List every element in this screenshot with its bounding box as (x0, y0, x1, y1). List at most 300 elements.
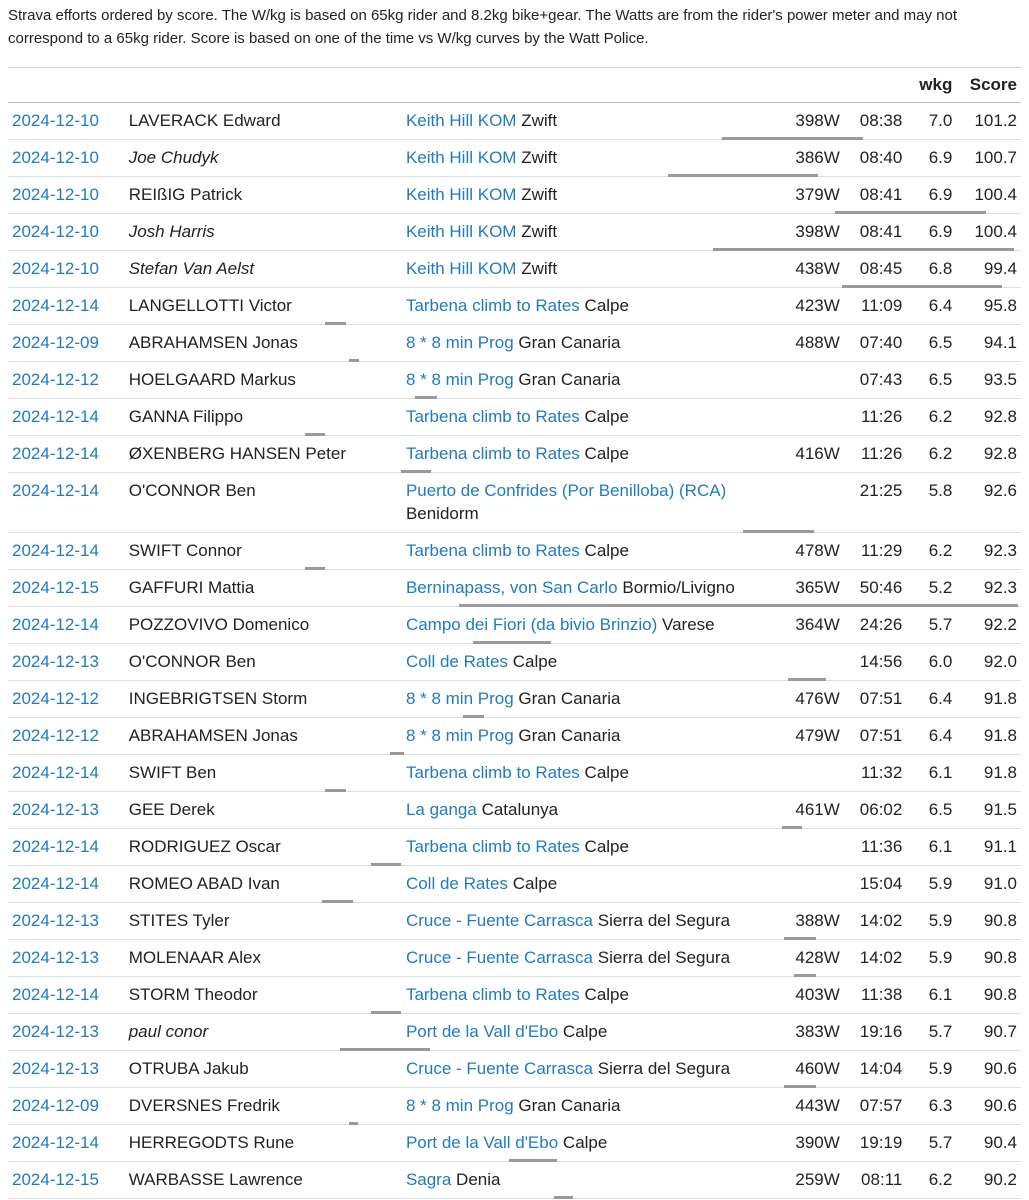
watts-value (769, 473, 844, 533)
score-value: 91.8 (983, 726, 1017, 745)
segment-location: Gran Canaria (518, 689, 621, 708)
segment-location: Calpe (512, 652, 558, 671)
effort-trace-line (305, 567, 325, 570)
wkg-value: 6.5 (928, 333, 953, 352)
segment-cell (402, 177, 769, 214)
effort-trace-line (668, 174, 818, 177)
time-value: 08:11 (861, 1170, 903, 1189)
segment-cell (402, 718, 769, 755)
table-row (8, 399, 1021, 436)
activity-date-link[interactable]: 2024-12-15 (12, 1170, 99, 1189)
effort-trace-line (782, 826, 802, 829)
segment-cell (402, 1088, 769, 1125)
segment-link[interactable]: 8 * 8 min Prog (405, 726, 514, 745)
segment-link[interactable]: 8 * 8 min Prog (405, 689, 514, 708)
segment-location: Varese (662, 615, 715, 634)
effort-trace-line (390, 752, 404, 755)
rider-name: O'CONNOR Ben (128, 481, 256, 500)
table-row (8, 718, 1021, 755)
activity-date-link[interactable]: 2024-12-10 (12, 111, 99, 130)
time-value: 08:41 (859, 185, 903, 204)
effort-trace-line (371, 863, 401, 866)
date-cell (8, 214, 125, 251)
segment-cell (402, 903, 769, 940)
segment-cell (402, 755, 769, 792)
time-value: 08:41 (859, 222, 903, 241)
segment-location: Calpe (584, 837, 629, 856)
activity-date-link[interactable]: 2024-12-13 (12, 1059, 99, 1078)
segment-location: Calpe (584, 541, 629, 560)
date-cell (8, 718, 125, 755)
score-value: 92.6 (983, 481, 1017, 500)
activity-date-link[interactable]: 2024-12-10 (12, 185, 99, 204)
rider-name: INGEBRIGTSEN Storm (128, 689, 308, 708)
rider-name: WARBASSE Lawrence (128, 1170, 303, 1189)
segment-location: Calpe (562, 1133, 608, 1152)
segment-link[interactable]: Tarbena climb to Rates (405, 985, 580, 1004)
effort-trace-line (459, 604, 1018, 607)
time-value: 07:51 (859, 689, 903, 708)
activity-date-link[interactable]: 2024-12-13 (12, 1022, 99, 1041)
segment-cell (402, 140, 769, 177)
table-row (8, 570, 1021, 607)
segment-link[interactable]: La ganga (405, 800, 477, 819)
rider-name: LAVERACK Edward (128, 111, 281, 130)
watts-value: 476W (795, 689, 840, 708)
watts-value: 461W (795, 800, 840, 819)
activity-date-link[interactable]: 2024-12-14 (12, 615, 99, 634)
segment-cell (402, 251, 769, 288)
segment-location: Calpe (584, 763, 629, 782)
segment-location: Bormio/Livigno (622, 578, 735, 597)
time-value: 19:19 (859, 1133, 903, 1152)
watts-value: 416W (795, 444, 840, 463)
activity-date-link[interactable]: 2024-12-14 (12, 296, 99, 315)
effort-trace-line (788, 678, 826, 681)
watts-value: 364W (795, 615, 840, 634)
wkg-value: 6.9 (928, 222, 953, 241)
table-row (8, 1162, 1021, 1199)
segment-cell (402, 473, 769, 533)
activity-date-link[interactable]: 2024-12-14 (12, 1133, 99, 1152)
wkg-value: 6.5 (928, 370, 953, 389)
time-value: 08:45 (859, 259, 903, 278)
segment-cell (402, 1162, 769, 1199)
segment-location: Gran Canaria (518, 333, 621, 352)
table-row (8, 177, 1021, 214)
table-header (8, 68, 1021, 103)
table-row (8, 940, 1021, 977)
segment-link[interactable]: Port de la Vall d'Ebo (405, 1133, 559, 1152)
date-cell (8, 325, 125, 362)
date-cell (8, 533, 125, 570)
activity-date-link[interactable]: 2024-12-10 (12, 259, 99, 278)
effort-trace-line (349, 359, 359, 362)
wkg-value: 6.2 (928, 1170, 953, 1189)
score-value: 92.0 (983, 652, 1017, 671)
segment-location: Zwift (521, 148, 558, 167)
segment-cell (402, 940, 769, 977)
table-row (8, 362, 1021, 399)
watts-value: 438W (795, 259, 840, 278)
segment-location: Gran Canaria (518, 726, 621, 745)
segment-link[interactable]: Berninapass, von San Carlo (405, 578, 618, 597)
wkg-value: 6.2 (928, 541, 953, 560)
segment-link[interactable]: Port de la Vall d'Ebo (405, 1022, 559, 1041)
score-value: 94.1 (983, 333, 1017, 352)
activity-date-link[interactable]: 2024-12-14 (12, 541, 99, 560)
segment-link[interactable]: Tarbena climb to Rates (405, 296, 580, 315)
rider-name: LANGELLOTTI Victor (128, 296, 292, 315)
segment-cell (402, 103, 769, 140)
segment-link[interactable]: Keith Hill KOM (405, 222, 517, 241)
date-cell (8, 866, 125, 903)
date-cell (8, 473, 125, 533)
rider-name: DVERSNES Fredrik (128, 1096, 280, 1115)
time-value: 11:36 (861, 837, 903, 856)
wkg-value: 5.8 (928, 481, 953, 500)
segment-cell (402, 1125, 769, 1162)
score-value: 95.8 (983, 296, 1017, 315)
header-route (402, 68, 769, 103)
header-name (125, 68, 402, 103)
score-value: 92.8 (983, 407, 1017, 426)
effort-trace-line (371, 1011, 401, 1014)
score-value: 91.0 (983, 874, 1017, 893)
segment-link[interactable]: Sagra (405, 1170, 452, 1189)
table-row (8, 473, 1021, 533)
segment-link[interactable]: 8 * 8 min Prog (405, 370, 514, 389)
wkg-value: 5.9 (928, 948, 953, 967)
segment-link[interactable]: Puerto de Confrides (Por Benilloba) (RCA) (405, 481, 727, 500)
date-cell (8, 755, 125, 792)
score-value: 90.6 (983, 1059, 1017, 1078)
watts-value: 398W (795, 222, 840, 241)
segment-cell (402, 288, 769, 325)
time-value: 07:57 (859, 1096, 903, 1115)
activity-date-link[interactable]: 2024-12-14 (12, 481, 99, 500)
time-value: 07:43 (859, 370, 903, 389)
effort-trace-line (325, 322, 346, 325)
date-cell (8, 177, 125, 214)
segment-cell (402, 866, 769, 903)
time-value: 11:29 (861, 541, 903, 560)
segment-cell (402, 399, 769, 436)
table-row (8, 755, 1021, 792)
time-value: 07:51 (859, 726, 903, 745)
effort-trace-line (794, 974, 816, 977)
segment-link[interactable]: 8 * 8 min Prog (405, 333, 514, 352)
date-cell (8, 399, 125, 436)
date-cell (8, 570, 125, 607)
wkg-value: 5.7 (928, 1133, 953, 1152)
score-value: 100.4 (974, 222, 1017, 241)
table-row (8, 1051, 1021, 1088)
segment-location: Zwift (521, 111, 558, 130)
wkg-value: 6.2 (928, 444, 953, 463)
segment-location: Calpe (584, 985, 629, 1004)
table-row (8, 325, 1021, 362)
score-value: 92.8 (983, 444, 1017, 463)
watts-value (769, 829, 844, 866)
segment-location: Gran Canaria (518, 370, 621, 389)
wkg-value: 6.1 (928, 763, 953, 782)
date-cell (8, 1051, 125, 1088)
score-value: 99.4 (983, 259, 1017, 278)
wkg-value: 6.8 (928, 259, 953, 278)
segment-link[interactable]: Cruce - Fuente Carrasca (405, 948, 594, 967)
table-row (8, 436, 1021, 473)
watts-value: 443W (795, 1096, 840, 1115)
effort-trace-line (713, 248, 1014, 251)
header-score: Score (956, 68, 1021, 103)
effort-trace-line (554, 1196, 573, 1199)
effort-trace-line (305, 433, 325, 436)
date-cell (8, 1014, 125, 1051)
segment-link[interactable]: Keith Hill KOM (405, 185, 517, 204)
date-cell (8, 140, 125, 177)
segment-link[interactable]: Keith Hill KOM (405, 148, 517, 167)
wkg-value: 6.4 (928, 296, 953, 315)
activity-date-link[interactable]: 2024-12-14 (12, 985, 99, 1004)
effort-trace-line (509, 1159, 557, 1162)
rider-name: RODRIGUEZ Oscar (128, 837, 281, 856)
score-value: 100.7 (974, 148, 1017, 167)
effort-trace-line (322, 900, 353, 903)
time-value: 14:04 (859, 1059, 903, 1078)
segment-cell (402, 533, 769, 570)
score-value: 92.2 (983, 615, 1017, 634)
rider-name: GANNA Filippo (128, 407, 244, 426)
time-value: 07:40 (859, 333, 903, 352)
segment-link[interactable]: 8 * 8 min Prog (405, 1096, 514, 1115)
segment-location: Calpe (562, 1022, 608, 1041)
date-cell (8, 362, 125, 399)
table-row (8, 251, 1021, 288)
date-cell (8, 977, 125, 1014)
effort-trace-line (722, 137, 863, 140)
watts-value: 423W (795, 296, 840, 315)
table-row (8, 533, 1021, 570)
date-cell (8, 829, 125, 866)
wkg-value: 6.4 (928, 726, 953, 745)
segment-link[interactable]: Tarbena climb to Rates (405, 407, 580, 426)
score-value: 90.7 (983, 1022, 1017, 1041)
activity-date-link[interactable]: 2024-12-12 (12, 689, 99, 708)
time-value: 50:46 (859, 578, 903, 597)
segment-location: Benidorm (405, 504, 479, 523)
activity-date-link[interactable]: 2024-12-13 (12, 652, 99, 671)
time-value: 08:38 (859, 111, 903, 130)
segment-link[interactable]: Keith Hill KOM (405, 259, 517, 278)
table-row (8, 681, 1021, 718)
activity-date-link[interactable]: 2024-12-14 (12, 874, 99, 893)
time-value: 11:32 (861, 763, 903, 782)
activity-date-link[interactable]: 2024-12-09 (12, 1096, 99, 1115)
table-row (8, 1088, 1021, 1125)
segment-link[interactable]: Cruce - Fuente Carrasca (405, 911, 594, 930)
segment-link[interactable]: Keith Hill KOM (405, 111, 517, 130)
watts-value (769, 644, 844, 681)
activity-date-link[interactable]: 2024-12-10 (12, 222, 99, 241)
date-cell (8, 607, 125, 644)
activity-date-link[interactable]: 2024-12-15 (12, 578, 99, 597)
rider-name: OTRUBA Jakub (128, 1059, 249, 1078)
time-value: 08:40 (859, 148, 903, 167)
header-watts (769, 68, 844, 103)
score-value: 91.8 (983, 763, 1017, 782)
wkg-value: 6.9 (928, 185, 953, 204)
rider-name: POZZOVIVO Domenico (128, 615, 310, 634)
score-value: 91.1 (983, 837, 1017, 856)
segment-cell (402, 977, 769, 1014)
time-value: 14:56 (859, 652, 903, 671)
watts-value (769, 755, 844, 792)
effort-trace-line (340, 1048, 430, 1051)
segment-cell (402, 681, 769, 718)
effort-trace-line (743, 530, 814, 533)
date-cell (8, 288, 125, 325)
score-value: 90.4 (983, 1133, 1017, 1152)
segment-location: Sierra del Segura (597, 1059, 731, 1078)
rider-name: GAFFURI Mattia (128, 578, 255, 597)
segment-link[interactable]: Coll de Rates (405, 652, 508, 671)
wkg-value: 5.7 (928, 615, 953, 634)
segment-link[interactable]: Tarbena climb to Rates (405, 837, 580, 856)
time-value: 14:02 (859, 911, 903, 930)
table-row (8, 140, 1021, 177)
time-value: 14:02 (859, 948, 903, 967)
score-value: 101.2 (974, 111, 1017, 130)
segment-cell (402, 570, 769, 607)
effort-trace-line (415, 396, 437, 399)
time-value: 21:25 (859, 481, 903, 500)
wkg-value: 6.9 (928, 148, 953, 167)
watts-value: 259W (795, 1170, 840, 1189)
wkg-value: 6.0 (928, 652, 953, 671)
score-value: 90.8 (983, 948, 1017, 967)
table-row (8, 288, 1021, 325)
score-value: 100.4 (974, 185, 1017, 204)
time-value: 11:09 (861, 296, 903, 315)
effort-trace-line (784, 937, 816, 940)
segment-location: Gran Canaria (518, 1096, 621, 1115)
segment-location: Zwift (521, 185, 558, 204)
segment-location: Catalunya (481, 800, 559, 819)
activity-date-link[interactable]: 2024-12-12 (12, 726, 99, 745)
watts-value: 403W (795, 985, 840, 1004)
wkg-value: 5.9 (928, 911, 953, 930)
segment-location: Sierra del Segura (597, 911, 731, 930)
date-cell (8, 940, 125, 977)
segment-link[interactable]: Cruce - Fuente Carrasca (405, 1059, 594, 1078)
score-value: 90.6 (983, 1096, 1017, 1115)
wkg-value: 7.0 (928, 111, 953, 130)
segment-link[interactable]: Tarbena climb to Rates (405, 763, 580, 782)
intro-text: Strava efforts ordered by score. The W/kg is based on 65kg rider and 8.2kg bike+gear. The Watts are from the rider's power meter and may not correspond to a 65kg rider. Score is based on one of the time vs W/kg curves by the Watt Police. (8, 7, 958, 47)
activity-date-link[interactable]: 2024-12-14 (12, 407, 99, 426)
table-row (8, 903, 1021, 940)
segment-link[interactable]: Tarbena climb to Rates (405, 444, 580, 463)
rider-name: ABRAHAMSEN Jonas (128, 726, 298, 745)
segment-location: Denia (456, 1170, 501, 1189)
rider-name: REIßIG Patrick (128, 185, 243, 204)
score-value: 91.8 (983, 689, 1017, 708)
date-cell (8, 644, 125, 681)
activity-date-link[interactable]: 2024-12-13 (12, 948, 99, 967)
segment-location: Zwift (521, 259, 558, 278)
wkg-value: 6.5 (928, 800, 953, 819)
date-cell (8, 251, 125, 288)
watts-value: 478W (795, 541, 840, 560)
segment-cell (402, 214, 769, 251)
watts-value: 379W (795, 185, 840, 204)
rider-name: paul conor (128, 1022, 209, 1041)
table-row (8, 1125, 1021, 1162)
watts-value (769, 399, 844, 436)
date-cell (8, 903, 125, 940)
activity-date-link[interactable]: 2024-12-14 (12, 444, 99, 463)
table-row (8, 103, 1021, 140)
rider-name: HERREGODTS Rune (128, 1133, 295, 1152)
segment-link[interactable]: Coll de Rates (405, 874, 508, 893)
score-value: 91.5 (983, 800, 1017, 819)
date-cell (8, 792, 125, 829)
activity-date-link[interactable]: 2024-12-13 (12, 911, 99, 930)
segment-cell (402, 644, 769, 681)
rider-name: O'CONNOR Ben (128, 652, 256, 671)
table-row (8, 829, 1021, 866)
watts-value: 388W (795, 911, 840, 930)
wkg-value: 6.2 (928, 407, 953, 426)
activity-date-link[interactable]: 2024-12-13 (12, 800, 99, 819)
activity-date-link[interactable]: 2024-12-10 (12, 148, 99, 167)
date-cell (8, 1088, 125, 1125)
watts-value: 398W (795, 111, 840, 130)
effort-trace-line (835, 211, 986, 214)
rider-name: SWIFT Ben (128, 763, 217, 782)
segment-location: Calpe (584, 407, 629, 426)
time-value: 11:26 (861, 407, 903, 426)
watts-value (769, 866, 844, 903)
segment-location: Calpe (584, 444, 629, 463)
segment-link[interactable]: Campo dei Fiori (da bivio Brinzio) (405, 615, 658, 634)
time-value: 19:16 (859, 1022, 903, 1041)
time-value: 11:38 (861, 985, 903, 1004)
rider-name: ABRAHAMSEN Jonas (128, 333, 298, 352)
activity-date-link[interactable]: 2024-12-14 (12, 763, 99, 782)
activity-date-link[interactable]: 2024-12-14 (12, 837, 99, 856)
segment-link[interactable]: Tarbena climb to Rates (405, 541, 580, 560)
segment-cell (402, 792, 769, 829)
rider-name: SWIFT Connor (128, 541, 242, 560)
watts-value: 428W (795, 948, 840, 967)
time-value: 06:02 (859, 800, 903, 819)
date-cell (8, 103, 125, 140)
segment-cell (402, 362, 769, 399)
activity-date-link[interactable]: 2024-12-09 (12, 333, 99, 352)
segment-location: Sierra del Segura (597, 948, 731, 967)
table-body (8, 103, 1021, 1199)
rider-name: Josh Harris (128, 222, 215, 241)
effort-trace-line (473, 641, 551, 644)
watts-value: 460W (795, 1059, 840, 1078)
score-value: 90.2 (983, 1170, 1017, 1189)
rider-name: STORM Theodor (128, 985, 258, 1004)
effort-trace-line (401, 470, 431, 473)
activity-date-link[interactable]: 2024-12-12 (12, 370, 99, 389)
score-value: 92.3 (983, 578, 1017, 597)
